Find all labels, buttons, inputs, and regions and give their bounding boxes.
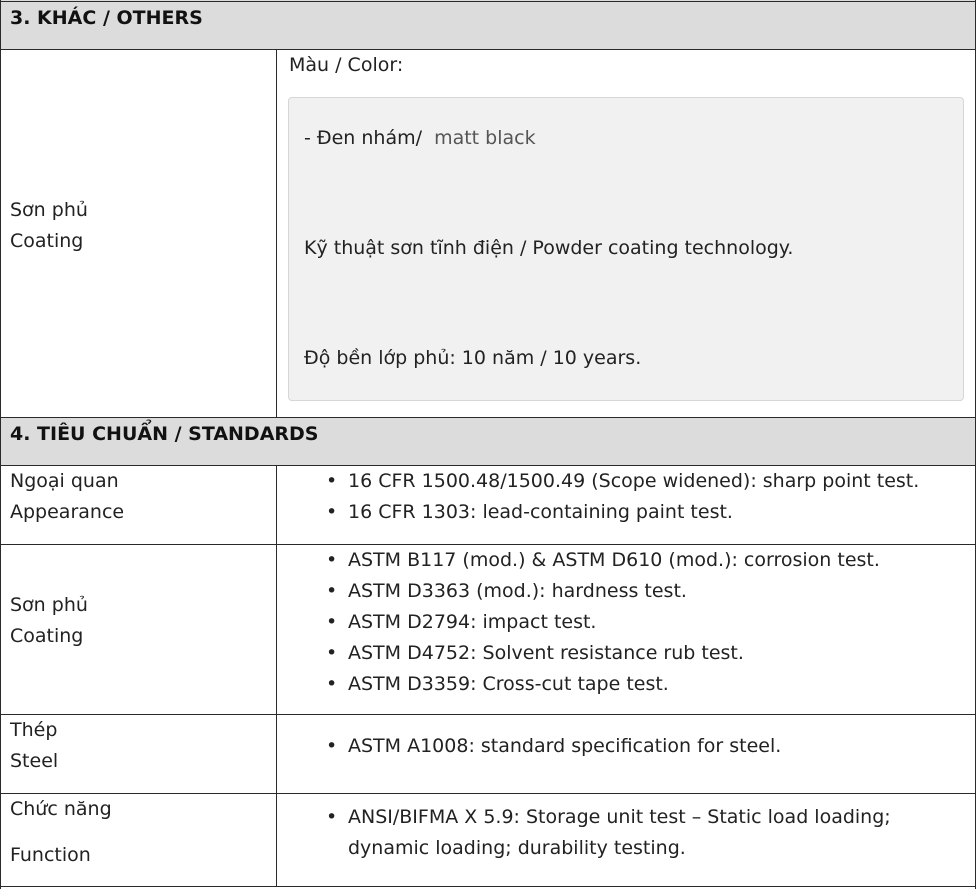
section-title-standards: 4. TIÊU CHUẨN / STANDARDS bbox=[10, 423, 319, 445]
list-item: • ASTM D3363 (mod.): hardness test. bbox=[348, 576, 880, 607]
coating-label bbox=[10, 195, 88, 257]
section-header-standards bbox=[0, 417, 976, 465]
list-item: • ASTM A1008: standard specification for steel. bbox=[348, 731, 781, 762]
color-spec-box bbox=[288, 97, 964, 401]
list-item-continuation: dynamic loading; durability testing. bbox=[348, 837, 686, 859]
coating-label-en: Coating bbox=[10, 230, 84, 252]
section-header-others bbox=[0, 0, 976, 49]
standard-row-label bbox=[10, 715, 58, 777]
table-border bbox=[276, 465, 277, 887]
color-heading: Màu / Color: bbox=[289, 54, 404, 76]
table-border bbox=[0, 0, 1, 889]
steel-label-vi: Thép bbox=[10, 719, 58, 741]
table-border bbox=[0, 49, 976, 50]
color-option-prefix: - Đen nhám/ bbox=[304, 127, 423, 149]
list-item: • ASTM D4752: Solvent resistance rub test. bbox=[348, 638, 880, 669]
standard-row-label bbox=[10, 590, 88, 652]
coating-durability: Độ bền lớp phủ: 10 năm / 10 years. bbox=[304, 347, 642, 369]
appearance-standards-list bbox=[348, 466, 919, 528]
coating-standards-list bbox=[348, 545, 880, 700]
coating-label-vi: Sơn phủ bbox=[10, 199, 88, 221]
list-item: • 16 CFR 1303: lead-containing paint test. bbox=[348, 497, 919, 528]
list-item: • ASTM D2794: impact test. bbox=[348, 607, 880, 638]
list-item: • ANSI/BIFMA X 5.9: Storage unit test – Static load loading; bbox=[348, 802, 891, 833]
table-border bbox=[0, 886, 976, 887]
table-border bbox=[0, 417, 976, 418]
list-item: • ASTM D3359: Cross-cut tape test. bbox=[348, 669, 880, 700]
function-label-vi: Chức năng bbox=[10, 798, 112, 820]
standard-row-label bbox=[10, 466, 124, 528]
color-option bbox=[304, 127, 536, 149]
function-label-en: Function bbox=[10, 844, 91, 866]
table-border bbox=[0, 465, 976, 466]
coating-std-label-vi: Sơn phủ bbox=[10, 594, 88, 616]
appearance-label-vi: Ngoại quan bbox=[10, 470, 119, 492]
function-standards-list bbox=[348, 802, 891, 864]
steel-label-en: Steel bbox=[10, 750, 59, 772]
table-border bbox=[276, 49, 277, 417]
appearance-label-en: Appearance bbox=[10, 501, 125, 523]
table-border bbox=[0, 793, 976, 794]
coating-std-label-en: Coating bbox=[10, 625, 84, 647]
table-border bbox=[0, 1, 976, 2]
section-title-others: 3. KHÁC / OTHERS bbox=[10, 7, 203, 29]
list-item: • 16 CFR 1500.48/1500.49 (Scope widened): sharp point test. bbox=[348, 466, 919, 497]
color-option-value: matt black bbox=[434, 127, 536, 149]
list-item: • ASTM B117 (mod.) & ASTM D610 (mod.): corrosion test. bbox=[348, 545, 880, 576]
coating-technology: Kỹ thuật sơn tĩnh điện / Powder coating technology. bbox=[304, 237, 794, 259]
table-border bbox=[0, 544, 976, 545]
table-border bbox=[0, 714, 976, 715]
steel-standards-list bbox=[348, 731, 781, 762]
